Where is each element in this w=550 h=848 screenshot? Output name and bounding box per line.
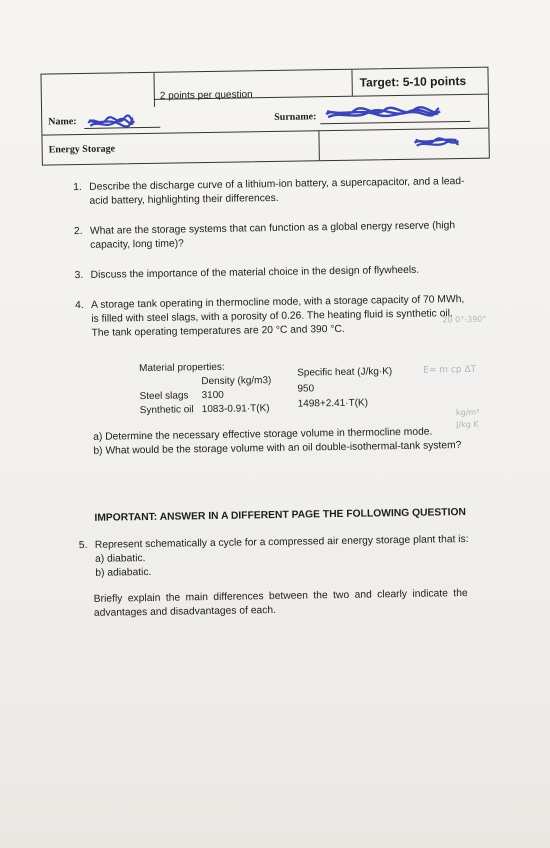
question-4a: a) Determine the necessary effective storage volume in thermocline mode. <box>93 426 433 443</box>
material-name: Steel slags <box>139 390 189 403</box>
name-redaction-scribble <box>86 113 136 132</box>
material-density: 3100 <box>201 389 224 402</box>
question-number: 3. <box>74 269 84 282</box>
material-name: Synthetic oil <box>139 404 194 417</box>
points-per-question: 2 points per question <box>159 89 253 102</box>
name-label: Name: <box>48 116 77 128</box>
surname-redaction-scribble <box>324 104 442 122</box>
question-text: Represent schematically a cycle for a compressed air energy storage plant that is: <box>94 533 469 551</box>
question-5-followup <box>94 587 468 621</box>
material-specific-heat: 950 <box>297 383 315 395</box>
surname-label: Surname: <box>274 111 317 123</box>
handwritten-formula: E= m cp ΔT <box>423 364 477 376</box>
question-text: A storage tank operating in thermocline mode, with a storage capacity of 70 MWh, is filled with steel slags, with a porosity of 0.26. The heating fluid is synthetic oil. The tank operating temperatures are 20 °C and 390 °C. <box>91 294 465 339</box>
material-specific-heat: 1498+2.41·T(K) <box>297 397 369 410</box>
question-text: Briefly explain the main differences between the two and clearly indicate the advantages and disadvantages of each. <box>93 587 468 619</box>
target-points: Target: 5-10 points <box>359 73 467 90</box>
question-5b: b) adiabatic. <box>95 566 152 579</box>
question-4-parts <box>93 425 463 459</box>
material-density: 1083-0.91·T(K) <box>201 403 270 416</box>
material-properties-table <box>139 357 440 422</box>
question-number: 5. <box>78 539 88 552</box>
question-4b: b) What would be the storage volume with an oil double-isothermal-tank system? <box>93 440 462 457</box>
subject-redaction-scribble <box>412 134 460 151</box>
question-text: What are the storage systems that can function as a global energy reserve (high capacity, long time)? <box>89 220 456 251</box>
handwritten-note: 20 0°-390° <box>442 314 487 325</box>
important-notice: IMPORTANT: ANSWER IN A DIFFERENT PAGE THE FOLLOWING QUESTION <box>94 507 466 524</box>
header-table <box>40 67 489 166</box>
question-1 <box>73 175 469 209</box>
question-text: Discuss the importance of the material choice in the design of flywheels. <box>90 264 420 281</box>
question-number: 1. <box>73 182 82 194</box>
question-5 <box>78 533 476 581</box>
density-column-header: Density (kg/m3) <box>201 375 272 388</box>
question-3 <box>74 263 471 283</box>
question-number: 2. <box>73 225 83 238</box>
question-5a: a) diabatic. <box>95 553 146 565</box>
specific-heat-column-header: Specific heat (J/kg·K) <box>297 366 393 379</box>
subject-label: Energy Storage <box>48 143 116 156</box>
question-4 <box>75 293 472 341</box>
question-number: 4. <box>75 299 84 312</box>
material-properties-title: Material properties: <box>139 361 225 375</box>
handwritten-units: kg/m³ J/kg K <box>455 407 480 430</box>
question-text: Describe the discharge curve of a lithium-ion battery, a supercapacitor, and a lead-acid battery, highlighting their differences. <box>89 175 465 207</box>
question-2 <box>73 219 470 253</box>
